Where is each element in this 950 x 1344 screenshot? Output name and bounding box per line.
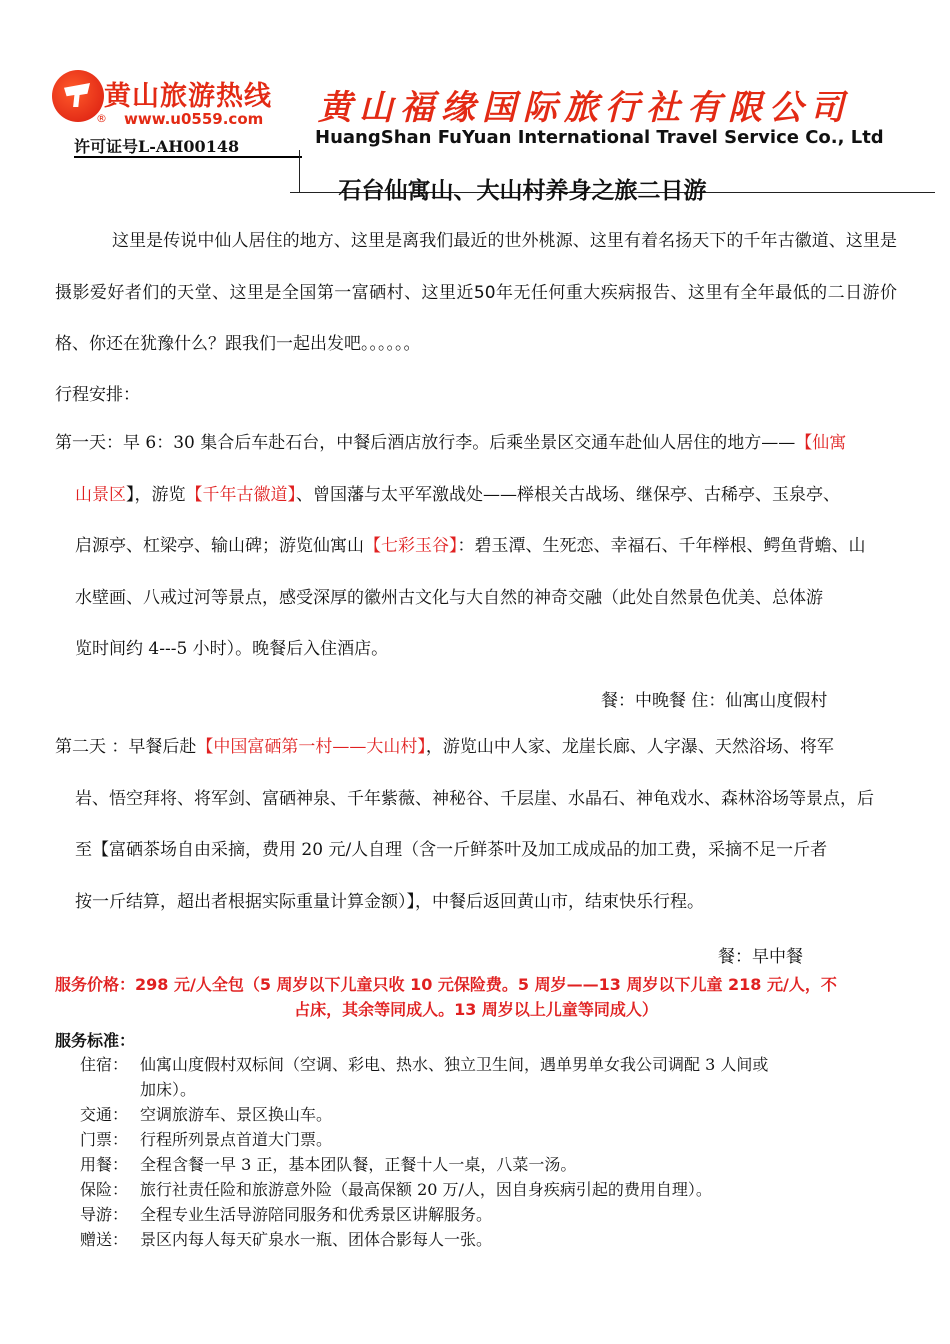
day1-line: 山景区】，游览【千年古徽道】、曾国藩与太平军激战处——榉根关古战场、继保亭、古稀亭、玉泉亭、 bbox=[75, 484, 840, 505]
standards-heading: 服务标准： bbox=[55, 1031, 136, 1050]
agency-logo bbox=[52, 70, 302, 160]
company-name-en: HuangShan FuYuan International Travel Service Co., Ltd bbox=[315, 127, 884, 148]
price-line: 占床，其余等同成人。13 周岁以上儿童等同成人） bbox=[294, 1000, 658, 1019]
logo-text: 黄山旅游热线 bbox=[104, 81, 272, 112]
day2-line: 岩、悟空拜将、将军剑、富硒神泉、千年紫薇、神秘谷、千层崖、水晶石、神龟戏水、森林浴场等景点，后 bbox=[75, 788, 874, 809]
day1-line: 第一天：早 6：30 集合后车赴石台，中餐后酒店放行李。后乘坐景区交通车赴仙人居住的地方——【仙寓 bbox=[55, 433, 847, 453]
day1-line: 览时间约 4---5 小时）。晚餐后入住酒店。 bbox=[75, 639, 389, 659]
standard-item-tickets: 门票： 行程所列景点首道大门票。 bbox=[80, 1130, 333, 1149]
schedule-heading: 行程安排： bbox=[55, 385, 140, 405]
day1-line: 启源亭、杠梁亭、输山碑；游览仙寓山【七彩玉谷】：碧玉潭、生死恋、幸福石、千年榉根、鳄鱼背蟾、山 bbox=[75, 536, 866, 556]
registered-mark: ® bbox=[96, 112, 107, 125]
standard-item-lodging: 住宿： 仙寓山度假村双标间（空调、彩电、热水、独立卫生间，遇单男单女我公司调配 3 人间或 加床）。 bbox=[80, 1055, 769, 1099]
day1-meals: 餐：中晚餐 住：仙寓山度假村 bbox=[601, 691, 828, 711]
logo-url: www.u0559.com bbox=[124, 110, 264, 128]
intro-paragraph: 这里是传说中仙人居住的地方、这里是离我们最近的世外桃源、这里有着名扬天下的千年古徽道、这里是摄影爱好者们的天堂、这里是全国第一富硒村、这里近50年无任何重大疾病报告、这里有全年最低的二日游价格、你还在犹豫什么？跟我们一起出发吧。。。。。。 bbox=[55, 231, 897, 354]
day1-line: 水壁画、八戒过河等景点，感受深厚的徽州古文化与大自然的神奇交融（此处自然景色优美、总体游 bbox=[75, 587, 823, 608]
day2-line: 至【富硒茶场自由采摘，费用 20 元/人自理（含一斤鲜茶叶及加工成成品的加工费，采摘不足一斤者 bbox=[75, 840, 828, 860]
standard-item-gift: 赠送： 景区内每人每天矿泉水一瓶、团体合影每人一张。 bbox=[80, 1230, 493, 1249]
day2-meals: 餐：早中餐 bbox=[718, 947, 803, 967]
price-line: 服务价格：298 元/人全包（5 周岁以下儿童只收 10 元保险费。5 周岁——13 周岁以下儿童 218 元/人，不 bbox=[55, 975, 837, 994]
standard-item-guide: 导游： 全程专业生活导游陪同服务和优秀景区讲解服务。 bbox=[80, 1205, 493, 1224]
license-underline bbox=[74, 156, 302, 158]
standard-item-insurance: 保险： 旅行社责任险和旅游意外险（最高保额 20 万/人，因自身疾病引起的费用自理）。 bbox=[80, 1180, 712, 1199]
day2-line: 按一斤结算，超出者根据实际重量计算金额）】，中餐后返回黄山市，结束快乐行程。 bbox=[75, 891, 704, 912]
standard-item-meals: 用餐： 全程含餐一早 3 正，基本团队餐，正餐十人一桌，八菜一汤。 bbox=[80, 1155, 577, 1174]
page-title: 石台仙寓山、大山村养身之旅二日游 bbox=[338, 178, 707, 204]
service-price bbox=[55, 972, 897, 1022]
standard-item-transport: 交通： 空调旅游车、景区换山车。 bbox=[80, 1105, 333, 1124]
day2-line: 第二天 ：早餐后赴【中国富硒第一村——大山村】，游览山中人家、龙崖长廊、人字瀑、天然浴场、将军 bbox=[55, 737, 834, 757]
day1-itinerary bbox=[55, 418, 897, 676]
company-name-cn: 黄山福缘国际旅行社有限公司 bbox=[318, 88, 851, 128]
day2-itinerary bbox=[55, 722, 897, 928]
license-number: 许可证号L-AH00148 bbox=[74, 137, 240, 156]
